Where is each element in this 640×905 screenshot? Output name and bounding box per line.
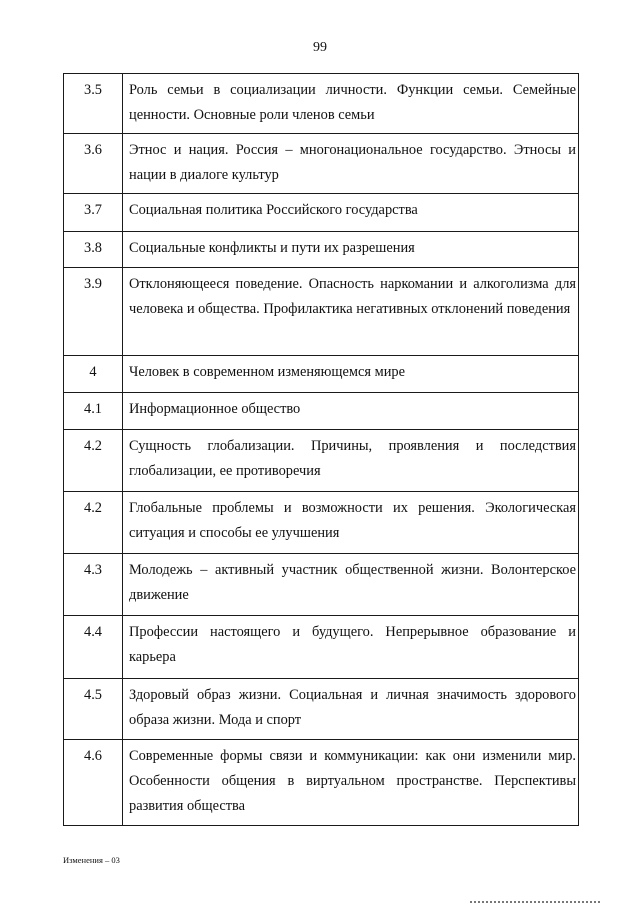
row-topic: Отклоняющееся поведение. Опасность наркомании и алкоголизма для человека и общества. Профилактика негативных отклонений поведения bbox=[123, 268, 579, 356]
row-number: 3.9 bbox=[64, 268, 123, 356]
row-topic: Современные формы связи и коммуникации: как они изменили мир. Особенности общения в виртуальном пространстве. Перспективы развития общества bbox=[123, 740, 579, 826]
table-row bbox=[64, 393, 579, 430]
row-topic: Информационное общество bbox=[123, 393, 579, 430]
table-row bbox=[64, 232, 579, 268]
table-row bbox=[64, 740, 579, 826]
row-topic: Молодежь – активный участник общественной жизни. Волонтерское движение bbox=[123, 554, 579, 616]
row-number: 4.6 bbox=[64, 740, 123, 826]
row-number: 4.1 bbox=[64, 393, 123, 430]
row-number: 4.2 bbox=[64, 430, 123, 492]
row-topic: Человек в современном изменяющемся мире bbox=[123, 356, 579, 393]
row-number: 3.7 bbox=[64, 194, 123, 232]
row-number: 4.3 bbox=[64, 554, 123, 616]
row-topic: Социальная политика Российского государства bbox=[123, 194, 579, 232]
table-row bbox=[64, 74, 579, 134]
row-topic: Этнос и нация. Россия – многонациональное государство. Этносы и нации в диалоге культур bbox=[123, 134, 579, 194]
table-row bbox=[64, 554, 579, 616]
curriculum-table bbox=[63, 73, 579, 826]
row-topic: Сущность глобализации. Причины, проявления и последствия глобализации, ее противоречия bbox=[123, 430, 579, 492]
table-row bbox=[64, 268, 579, 356]
row-topic: Профессии настоящего и будущего. Непрерывное образование и карьера bbox=[123, 616, 579, 679]
table-row bbox=[64, 679, 579, 740]
table-row bbox=[64, 134, 579, 194]
row-topic: Социальные конфликты и пути их разрешения bbox=[123, 232, 579, 268]
row-number: 3.6 bbox=[64, 134, 123, 194]
row-topic: Роль семьи в социализации личности. Функции семьи. Семейные ценности. Основные роли членов семьи bbox=[123, 74, 579, 134]
row-number: 4.2 bbox=[64, 492, 123, 554]
table-row bbox=[64, 194, 579, 232]
row-number: 3.8 bbox=[64, 232, 123, 268]
table-row bbox=[64, 356, 579, 393]
table-row bbox=[64, 430, 579, 492]
scan-edge-artifact bbox=[470, 898, 600, 903]
row-number: 4.5 bbox=[64, 679, 123, 740]
row-number: 4 bbox=[64, 356, 123, 393]
row-topic: Глобальные проблемы и возможности их решения. Экологическая ситуация и способы ее улучшения bbox=[123, 492, 579, 554]
table-row bbox=[64, 616, 579, 679]
page-number: 99 bbox=[313, 40, 327, 55]
table-row bbox=[64, 492, 579, 554]
revision-footer: Изменения – 03 bbox=[63, 855, 120, 865]
row-topic: Здоровый образ жизни. Социальная и личная значимость здорового образа жизни. Мода и спорт bbox=[123, 679, 579, 740]
row-number: 4.4 bbox=[64, 616, 123, 679]
row-number: 3.5 bbox=[64, 74, 123, 134]
